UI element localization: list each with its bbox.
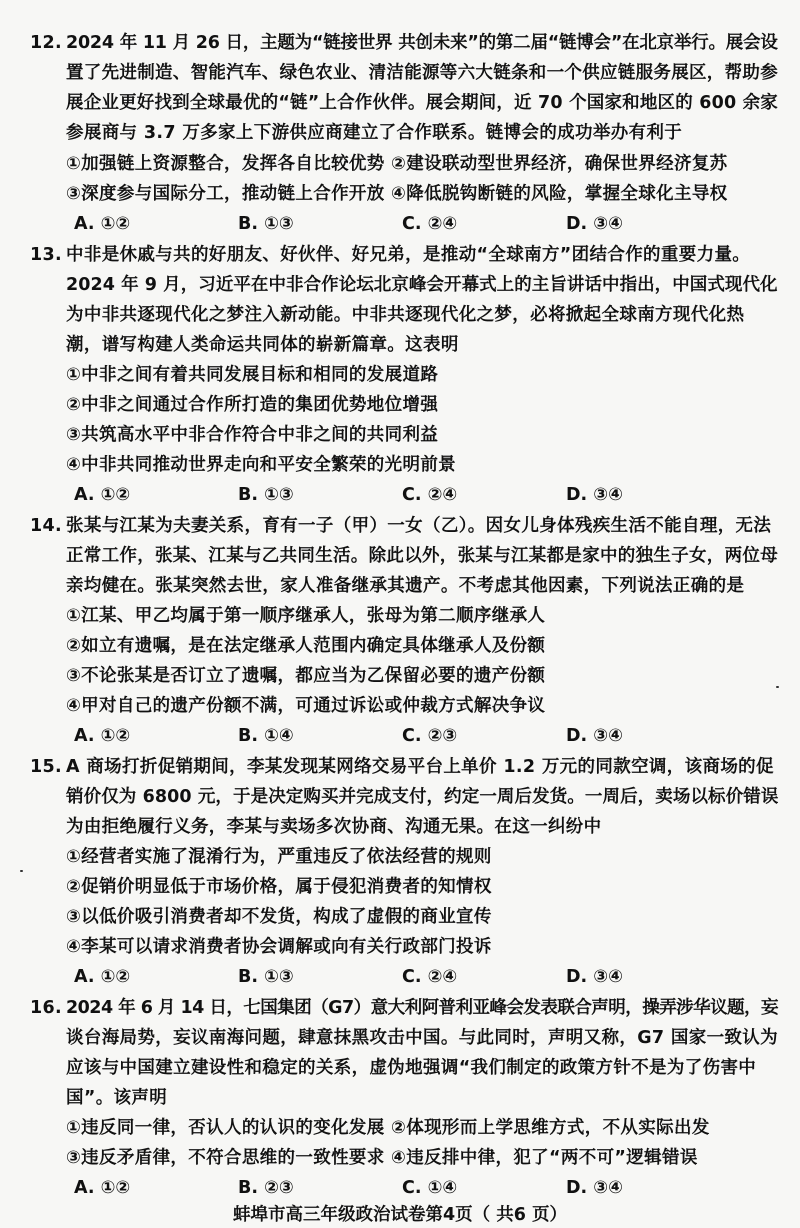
option-d: D. ③④ <box>566 726 623 746</box>
stem-line: 国”。该声明 <box>66 1088 168 1108</box>
statement-line: ①江某、甲乙均属于第一顺序继承人，张母为第二顺序继承人 <box>66 606 546 626</box>
option-d: D. ③④ <box>566 1178 623 1198</box>
stem-line: 2024 年 11 月 26 日，主题为“链接世界 共创未来”的第二届“链博会”在北京举行。展会设 <box>66 33 778 53</box>
option-b: B. ①③ <box>238 967 294 987</box>
statement-line: ④李某可以请求消费者协会调解或向有关行政部门投诉 <box>66 937 492 957</box>
statement-line: ①中非之间有着共同发展目标和相同的发展道路 <box>66 365 439 385</box>
question-number: 12. <box>30 33 63 53</box>
option-a: A. ①② <box>74 485 131 505</box>
stem-line: 为由拒绝履行义务，李某与卖场多次协商、沟通无果。在这一纠纷中 <box>66 817 602 837</box>
statement-line: ②中非之间通过合作所打造的集团优势地位增强 <box>66 395 439 415</box>
statement-line: ②如立有遗嘱，是在法定继承人范围内确定具体继承人及份额 <box>66 636 546 656</box>
statement-line: ④甲对自己的遗产份额不满，可通过诉讼或仲裁方式解决争议 <box>66 696 546 716</box>
stem-line: 置了先进制造、智能汽车、绿色农业、清洁能源等六大链条和一个供应链服务展区，帮助参 <box>66 63 778 83</box>
scan-speck <box>776 686 779 688</box>
statement-line: ④中非共同推动世界走向和平安全繁荣的光明前景 <box>66 455 457 475</box>
statement-line: ③以低价吸引消费者却不发货，构成了虚假的商业宣传 <box>66 907 492 927</box>
option-b: B. ②③ <box>238 1178 294 1198</box>
stem-line: 应该与中国建立建设性和稳定的关系，虚伪地强调“我们制定的政策方针不是为了伤害中 <box>66 1058 757 1078</box>
question-number: 15. <box>30 757 63 777</box>
scan-speck <box>20 870 23 872</box>
option-a: A. ①② <box>74 726 131 746</box>
option-b: B. ①③ <box>238 485 294 505</box>
statement-line: ③不论张某是否订立了遗嘱，都应当为乙保留必要的遗产份额 <box>66 666 546 686</box>
statement-line: ①经营者实施了混淆行为，严重违反了依法经营的规则 <box>66 847 492 867</box>
stem-line: 潮，谱写构建人类命运共同体的崭新篇章。这表明 <box>66 335 459 355</box>
option-c: C. ②④ <box>402 967 458 987</box>
stem-line: 为中非共逐现代化之梦注入新动能。中非共逐现代化之梦，必将掀起全球南方现代化热 <box>66 305 745 325</box>
stem-line: A 商场打折促销期间，李某发现某网络交易平台上单价 1.2 万元的同款空调，该商场的促 <box>66 757 774 777</box>
option-b: B. ①④ <box>238 726 294 746</box>
stem-line: 中非是休戚与共的好朋友、好伙伴、好兄弟，是推动“全球南方”团结合作的重要力量。 <box>66 245 751 265</box>
stem-line: 参展商与 3.7 万多家上下游供应商建立了合作联系。链博会的成功举办有利于 <box>66 123 683 143</box>
option-d: D. ③④ <box>566 214 623 234</box>
option-c: C. ①④ <box>402 1178 458 1198</box>
statement-line: ②促销价明显低于市场价格，属于侵犯消费者的知情权 <box>66 877 492 897</box>
statement-line: ③深度参与国际分工，推动链上合作开放 ④降低脱钩断链的风险，掌握全球化主导权 <box>66 184 728 204</box>
page-footer: 蚌埠市高三年级政治试卷第4页（ 共6 页） <box>232 1205 568 1225</box>
option-c: C. ②③ <box>402 726 458 746</box>
question-number: 14. <box>30 516 63 536</box>
stem-line: 2024 年 6 月 14 日，七国集团（G7）意大利阿普利亚峰会发表联合声明，操弄涉华议题，妄 <box>66 998 779 1018</box>
option-d: D. ③④ <box>566 485 623 505</box>
option-d: D. ③④ <box>566 967 623 987</box>
stem-line: 张某与江某为夫妻关系，育有一子（甲）一女（乙）。因女儿身体残疾生活不能自理，无法 <box>66 516 772 536</box>
stem-line: 谈台海局势，妄议南海问题，肆意抹黑攻击中国。与此同时，声明又称，G7 国家一致认为 <box>66 1028 778 1048</box>
option-a: A. ①② <box>74 967 131 987</box>
question-number: 16. <box>30 998 63 1018</box>
stem-line: 正常工作，张某、江某与乙共同生活。除此以外，张某与江某都是家中的独生子女，两位母 <box>66 546 778 566</box>
option-a: A. ①② <box>74 214 131 234</box>
option-c: C. ②④ <box>402 214 458 234</box>
option-c: C. ②④ <box>402 485 458 505</box>
question-number: 13. <box>30 245 63 265</box>
stem-line: 2024 年 9 月，习近平在中非合作论坛北京峰会开幕式上的主旨讲话中指出，中国式现代化 <box>66 275 778 295</box>
stem-line: 亲均健在。张某突然去世，家人准备继承其遗产。不考虑其他因素，下列说法正确的是 <box>66 576 745 596</box>
statement-line: ③共筑高水平中非合作符合中非之间的共同利益 <box>66 425 439 445</box>
option-b: B. ①③ <box>238 214 294 234</box>
stem-line: 销价仅为 6800 元，于是决定购买并完成支付，约定一周后发货。一周后，卖场以标价错误 <box>66 787 779 807</box>
statement-line: ①加强链上资源整合，发挥各自比较优势 ②建设联动型世界经济，确保世界经济复苏 <box>66 154 728 174</box>
option-a: A. ①② <box>74 1178 131 1198</box>
statement-line: ③违反矛盾律，不符合思维的一致性要求 ④违反排中律，犯了“两不可”逻辑错误 <box>66 1148 698 1168</box>
statement-line: ①违反同一律，否认人的认识的变化发展 ②体现形而上学思维方式，不从实际出发 <box>66 1118 710 1138</box>
stem-line: 展企业更好找到全球最优的“链”上合作伙伴。展会期间，近 70 个国家和地区的 600 余家 <box>66 93 779 113</box>
